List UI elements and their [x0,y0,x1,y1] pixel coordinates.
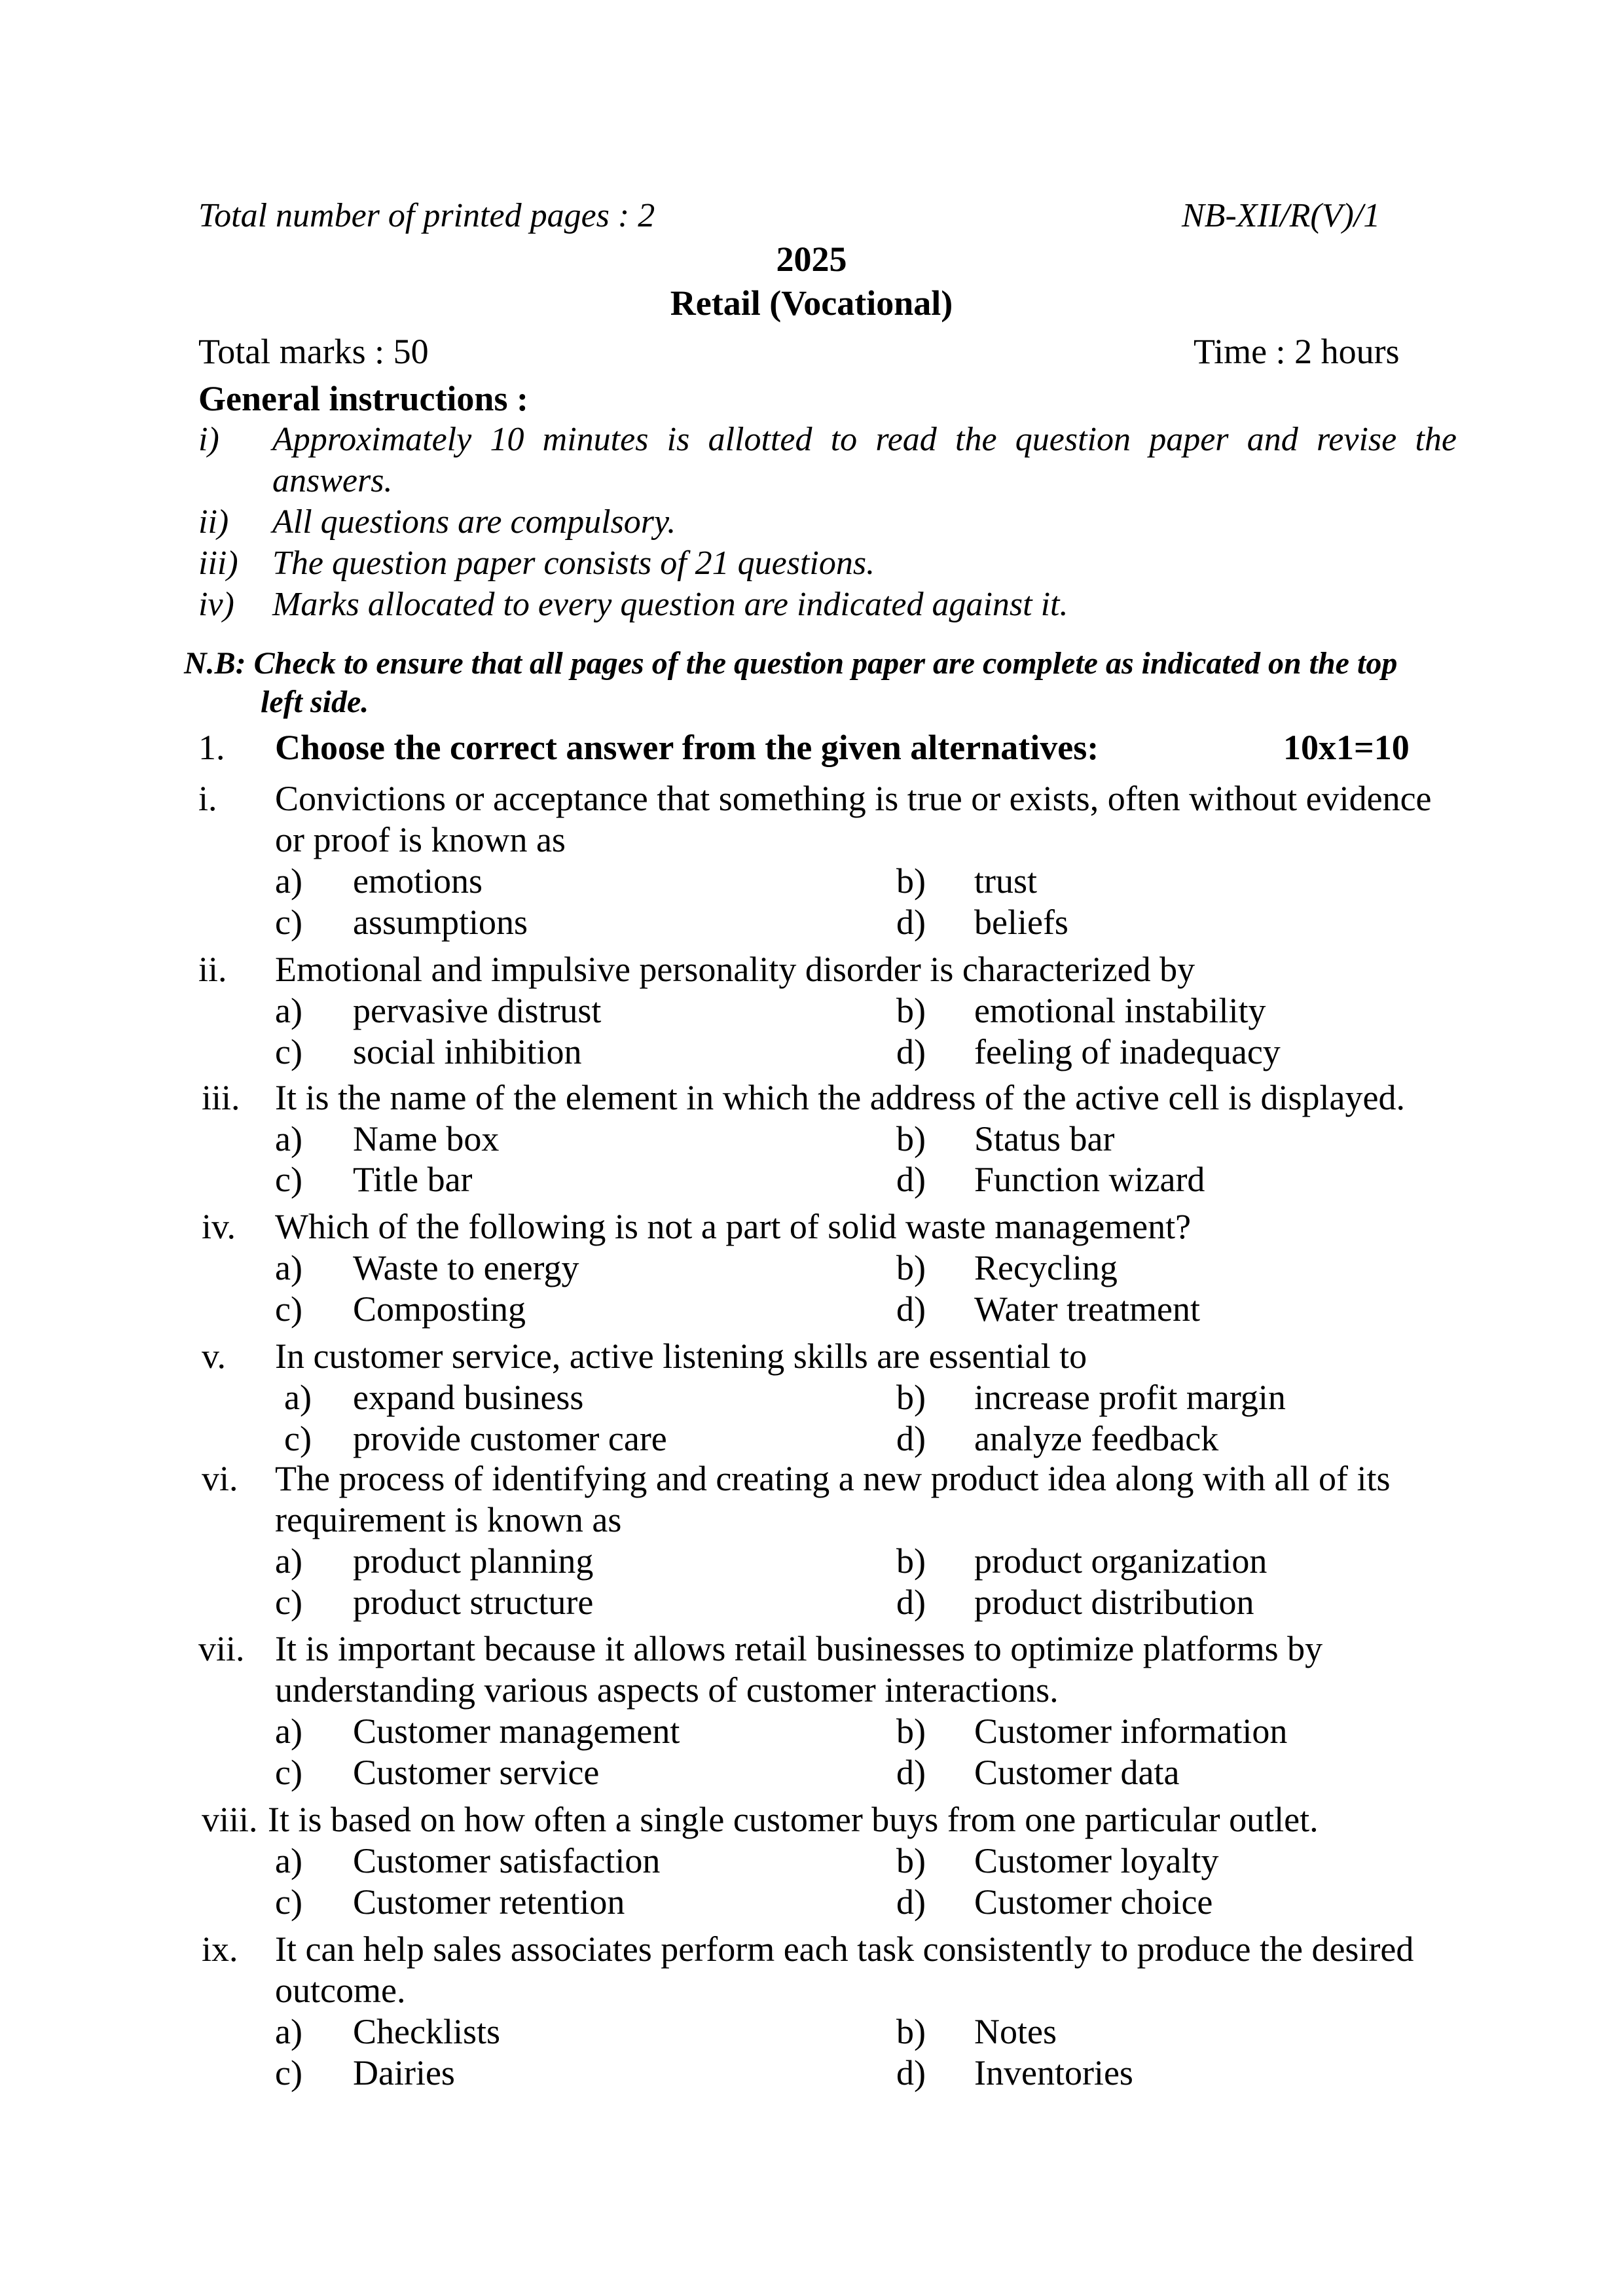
option-text: provide customer care [353,1419,667,1458]
option-text: Checklists [353,2012,500,2051]
option-text: Customer choice [974,1882,1213,1922]
option-letter: b) [896,1712,926,1751]
option-text: Function wizard [974,1160,1205,1199]
option-text: Inventories [974,2053,1133,2092]
option-letter: d) [896,1753,926,1792]
option-text: pervasive distrust [353,991,602,1030]
instruction-number: iv) [198,586,234,623]
option-text: Customer retention [353,1882,625,1922]
option-text: Name box [353,1119,500,1158]
instruction-text: The question paper consists of 21 questions. [272,545,875,582]
question-text: It is based on how often a single customer buys from one particular outlet. [268,1800,1319,1839]
option-letter: d) [896,903,926,942]
instruction-text: All questions are compulsory. [272,503,676,541]
question-number: viii. [202,1800,258,1839]
option-letter: b) [896,991,926,1030]
printed-pages-note: Total number of printed pages : 2 [198,197,655,234]
option-text: analyze feedback [974,1419,1219,1458]
option-text: Dairies [353,2053,455,2092]
option-letter: c) [275,1289,302,1329]
question-text: Emotional and impulsive personality disorder is characterized by [275,950,1195,989]
option-text: Waste to energy [353,1248,579,1287]
option-letter: b) [896,1378,926,1417]
question-text: Which of the following is not a part of solid waste management? [275,1207,1192,1246]
option-letter: d) [896,1160,926,1199]
option-text: Customer data [974,1753,1180,1792]
option-letter: a) [275,861,302,901]
question-text: It is the name of the element in which the address of the active cell is displayed. [275,1078,1405,1117]
question-text: It is important because it allows retail businesses to optimize platforms by [275,1629,1323,1668]
option-text: Customer information [974,1712,1288,1751]
option-letter: c) [275,1882,302,1922]
option-text: Recycling [974,1248,1118,1287]
option-text: expand business [353,1378,584,1417]
section-title: Choose the correct answer from the given alternatives: [275,728,1099,767]
option-letter: b) [896,1119,926,1158]
option-letter: a) [275,1841,302,1880]
question-number: ix. [202,1929,238,1969]
option-letter: c) [275,1032,302,1071]
option-text: social inhibition [353,1032,582,1071]
question-number: ii. [198,950,227,989]
section-marks: 10x1=10 [1283,728,1410,767]
option-text: Composting [353,1289,526,1329]
question-text: In customer service, active listening skills are essential to [275,1336,1087,1376]
paper-code: NB-XII/R(V)/1 [1182,197,1381,234]
option-letter: a) [275,1541,302,1581]
option-letter: a) [275,991,302,1030]
option-text: Water treatment [974,1289,1200,1329]
option-letter: c) [275,1583,302,1622]
option-text: trust [974,861,1038,901]
option-letter: d) [896,2053,926,2092]
question-text: or proof is known as [275,820,566,859]
option-letter: b) [896,1541,926,1581]
exam-year: 2025 [776,240,847,279]
option-text: feeling of inadequacy [974,1032,1281,1071]
instruction-text: answers. [272,462,393,499]
instruction-text: Approximately 10 minutes is allotted to read the question paper and revise the [272,421,1457,458]
option-text: Notes [974,2012,1057,2051]
option-letter: c) [275,2053,302,2092]
option-text: product structure [353,1583,594,1622]
instructions-heading: General instructions : [198,379,528,418]
option-text: Status bar [974,1119,1115,1158]
subject-title: Retail (Vocational) [670,283,953,323]
option-letter: b) [896,2012,926,2051]
question-number: vi. [202,1459,238,1498]
nb-note: N.B: Check to ensure that all pages of the question paper are complete as indicated on the top [184,646,1398,681]
instruction-text: Marks allocated to every question are indicated against it. [272,586,1068,623]
option-letter: a) [275,1712,302,1751]
option-letter: c) [284,1419,312,1458]
option-text: Customer satisfaction [353,1841,661,1880]
question-text: outcome. [275,1971,406,2010]
question-number: iv. [202,1207,236,1246]
option-text: Customer service [353,1753,600,1792]
instruction-number: iii) [198,545,238,582]
option-letter: a) [275,1119,302,1158]
option-letter: a) [275,1248,302,1287]
question-text: requirement is known as [275,1500,622,1539]
option-text: beliefs [974,903,1068,942]
option-letter: d) [896,1882,926,1922]
question-number: v. [202,1336,226,1376]
option-letter: a) [284,1378,312,1417]
question-text: Convictions or acceptance that something is true or exists, often without evidence [275,779,1432,818]
option-letter: c) [275,903,302,942]
option-text: Customer management [353,1712,680,1751]
question-text: It can help sales associates perform each task consistently to produce the desired [275,1929,1414,1969]
section-number: 1. [198,728,225,767]
option-letter: b) [896,1248,926,1287]
instruction-number: ii) [198,503,229,541]
option-text: Customer loyalty [974,1841,1219,1880]
option-letter: d) [896,1289,926,1329]
option-text: product distribution [974,1583,1254,1622]
option-text: increase profit margin [974,1378,1286,1417]
question-number: iii. [202,1078,240,1117]
question-number: vii. [198,1629,245,1668]
question-number: i. [198,779,217,818]
option-text: Title bar [353,1160,473,1199]
question-text: The process of identifying and creating a new product idea along with all of its [275,1459,1391,1498]
option-text: assumptions [353,903,528,942]
option-text: product planning [353,1541,594,1581]
option-letter: d) [896,1583,926,1622]
option-letter: d) [896,1419,926,1458]
instruction-number: i) [198,421,219,458]
option-letter: c) [275,1753,302,1792]
option-letter: c) [275,1160,302,1199]
total-marks: Total marks : 50 [198,332,429,371]
option-text: product organization [974,1541,1267,1581]
option-letter: a) [275,2012,302,2051]
time-allowed: Time : 2 hours [1194,332,1400,371]
option-text: emotional instability [974,991,1266,1030]
option-letter: b) [896,861,926,901]
nb-note-continued: left side. [261,685,369,719]
option-letter: d) [896,1032,926,1071]
option-letter: b) [896,1841,926,1880]
option-text: emotions [353,861,483,901]
question-text: understanding various aspects of customer interactions. [275,1670,1059,1710]
